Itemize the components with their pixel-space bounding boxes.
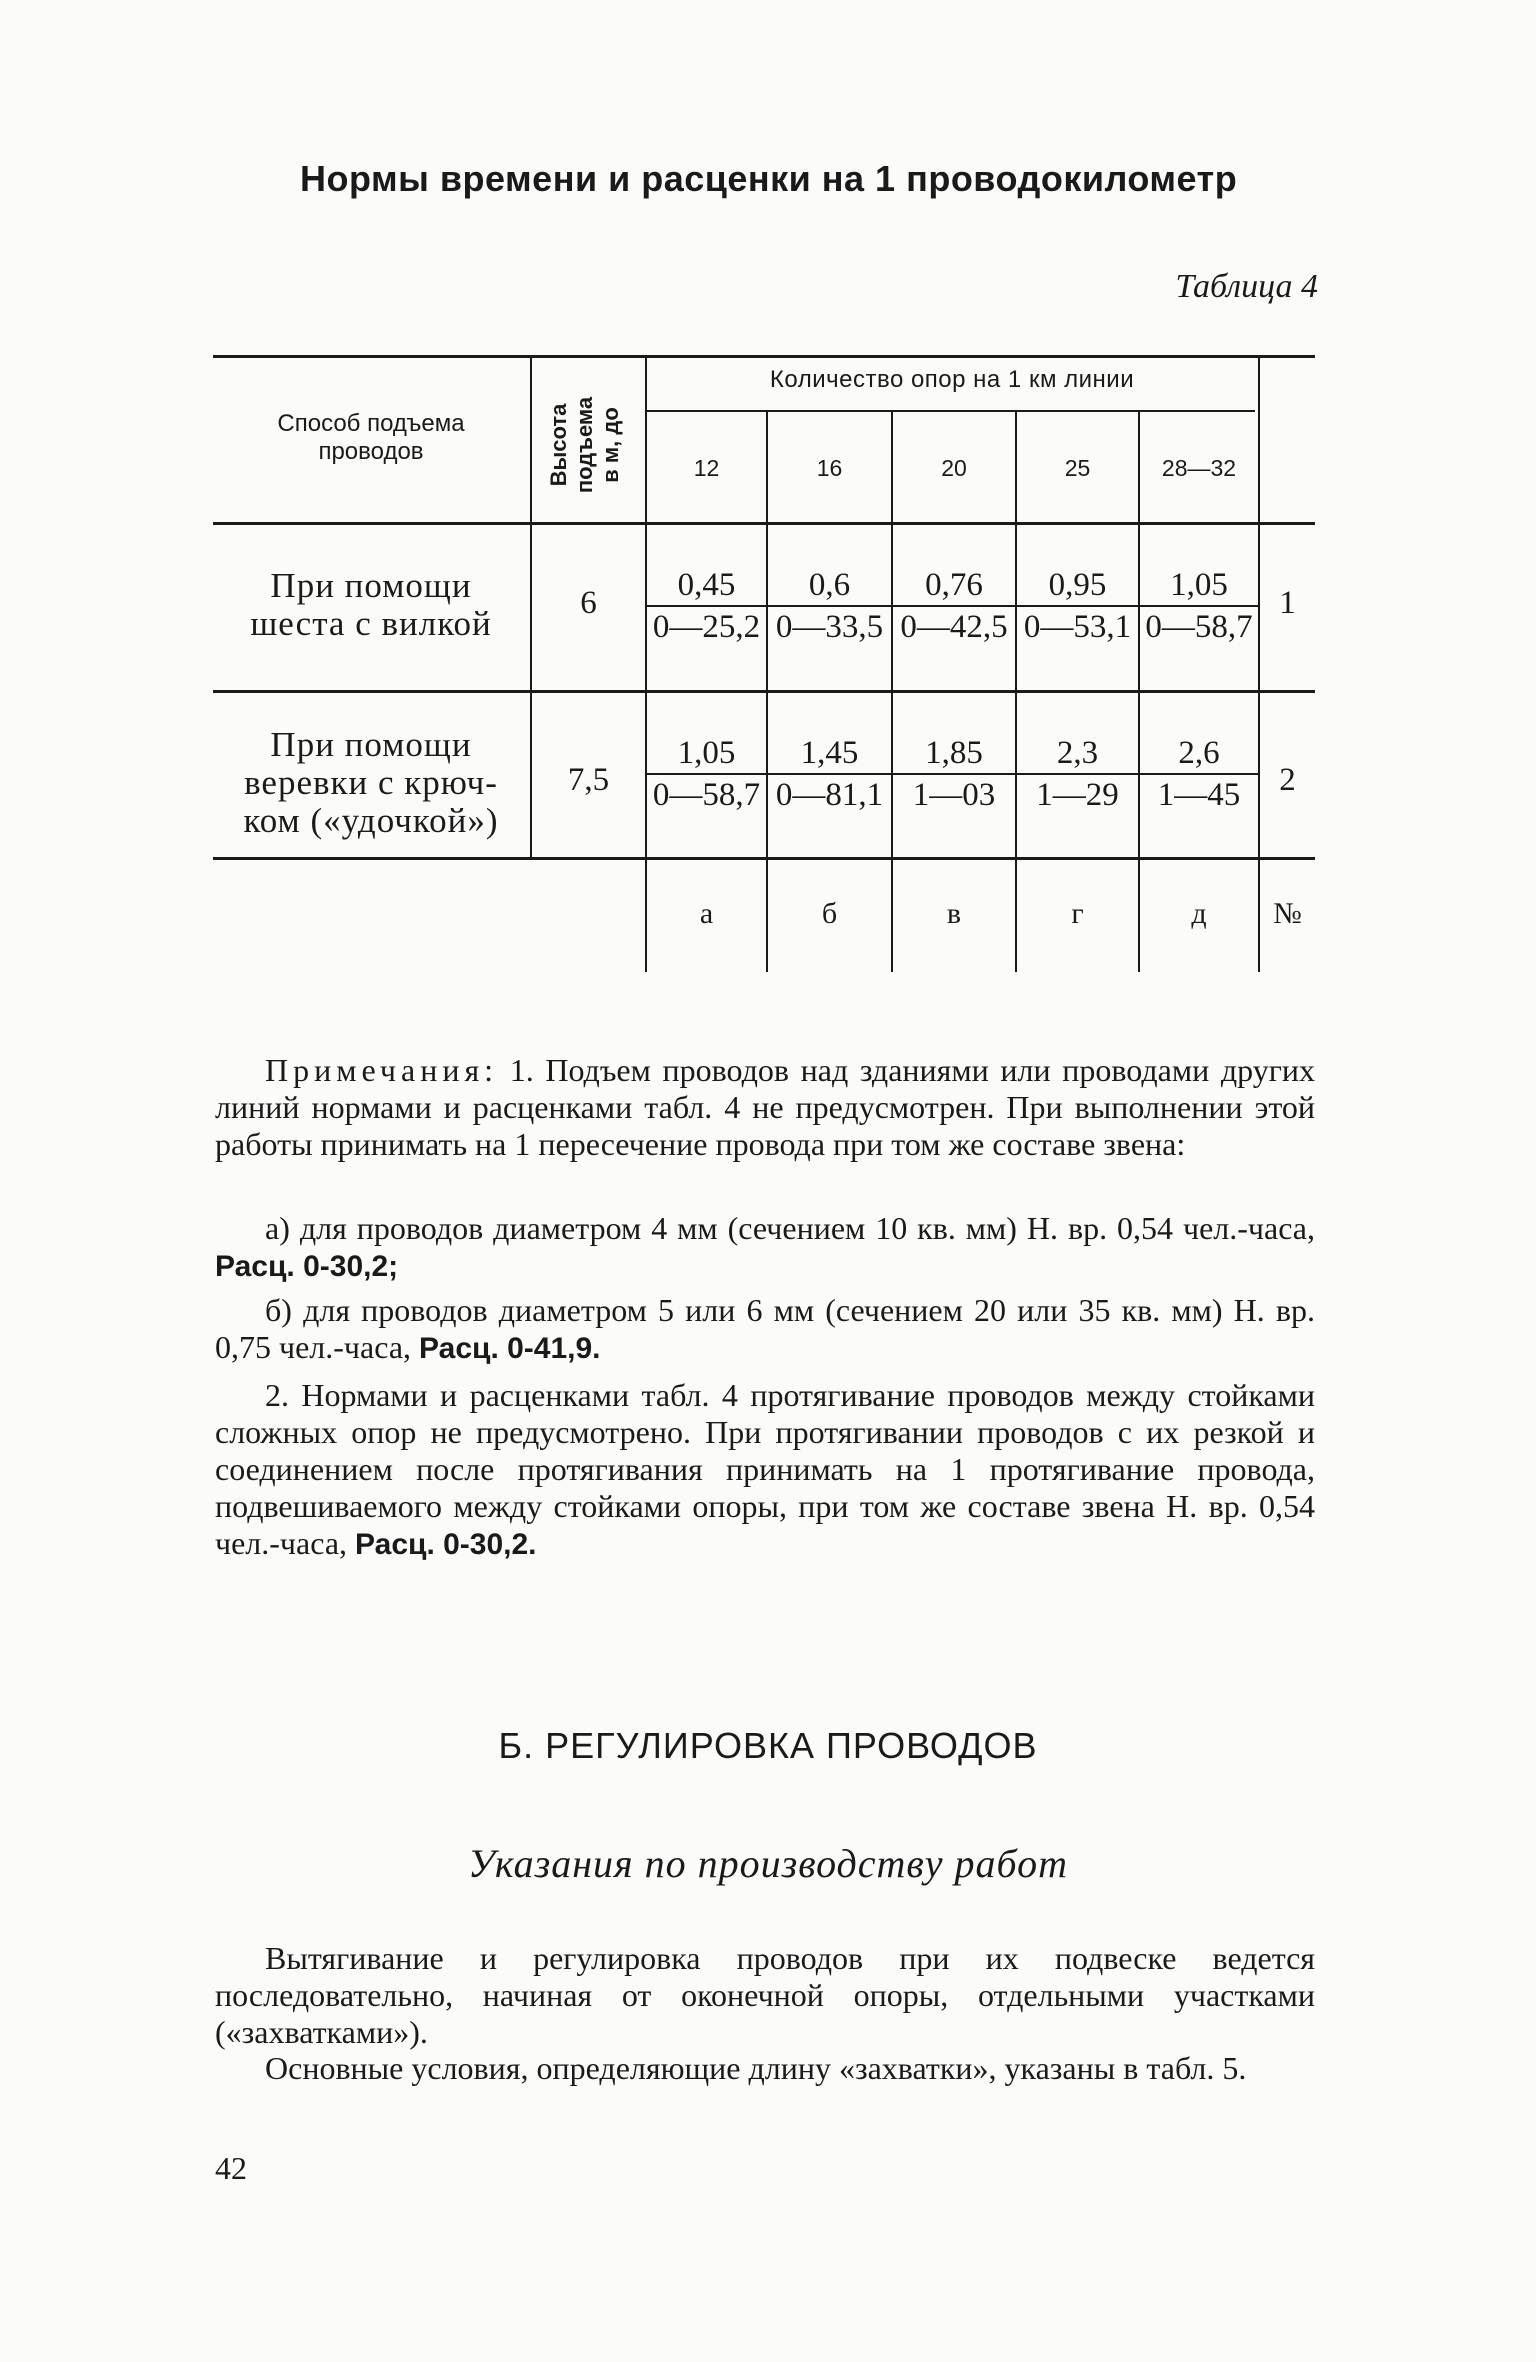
- col-letter-e: д: [1191, 897, 1207, 930]
- note-1-text: 1. Подъем проводов над зданиями или проводами других линий нормами и расценками табл. 4 не предусмотрен. При выполнении этой работы принимать на 1 пересечение провода при том же составе звена:: [215, 1052, 1315, 1162]
- row1-cell-a-norm: 0,45: [677, 567, 736, 603]
- row2-cell-c-rate: 1—03: [893, 773, 1015, 815]
- row2-number: 2: [1279, 762, 1296, 798]
- header-bottom-rule: [213, 522, 1315, 525]
- row2-cell-e-norm: 2,6: [1178, 735, 1220, 771]
- row2-cell-b-norm: 1,45: [800, 735, 859, 771]
- page-number: 42: [215, 2150, 247, 2186]
- row2-cell-c: [893, 733, 1015, 815]
- col-b-divider: [891, 412, 893, 972]
- note-1b: [215, 1292, 1315, 1367]
- col-height-divider: [645, 357, 647, 972]
- col-letter-d: г: [1071, 897, 1084, 930]
- note-2-rate: Расц. 0-30,2.: [355, 1528, 537, 1561]
- row2-cell-c-norm: 1,85: [925, 735, 983, 771]
- note-1b-text: б) для проводов диаметром 5 или 6 мм (сечением 20 или 35 кв. мм) Н. вр. 0,75 чел.-часа,: [215, 1292, 1315, 1365]
- col-number-label: №: [1273, 897, 1302, 930]
- row1-cell-e-norm: 1,05: [1170, 567, 1228, 603]
- note-1a-rate: Расц. 0-30,2;: [215, 1250, 399, 1283]
- row1-cell-d-rate: 0—53,1: [1017, 605, 1138, 647]
- row1-height: 6: [580, 585, 597, 621]
- row1-cell-c: [893, 565, 1015, 647]
- header-method-line1: Способ подъема: [277, 410, 465, 437]
- row2-cell-a: [647, 733, 766, 815]
- row2-method: [215, 726, 527, 840]
- col-letter-c: в: [946, 897, 962, 930]
- row2-cell-d-rate: 1—29: [1017, 773, 1138, 815]
- note-2: [215, 1377, 1315, 1563]
- note-1: [215, 1052, 1315, 1163]
- header-height: [535, 370, 635, 520]
- row1-cell-a-rate: 0—25,2: [647, 605, 766, 647]
- row2-method-line1: При помощи: [270, 725, 472, 764]
- row2-height: 7,5: [567, 762, 610, 798]
- row1-bottom-rule: [213, 690, 1315, 693]
- row2-method-line3: ком («удочкой»): [243, 801, 499, 840]
- section-subtitle: Указания по производству работ: [467, 1841, 1069, 1886]
- count-subheader-rule: [645, 410, 1255, 412]
- header-height-line2: подъема: [571, 396, 597, 494]
- row1-cell-c-rate: 0—42,5: [893, 605, 1015, 647]
- row2-cell-b-rate: 0—81,1: [768, 773, 891, 815]
- header-count-20: 20: [941, 455, 967, 481]
- table-top-rule: [213, 355, 1315, 358]
- header-count-12: 12: [693, 455, 720, 481]
- row1-cell-e: [1140, 565, 1258, 647]
- col-c-divider: [1015, 412, 1017, 972]
- note-1a-text: а) для проводов диаметром 4 мм (сечением 10 кв. мм) Н. вр. 0,54 чел.-часа,: [265, 1210, 1315, 1246]
- header-method-line2: проводов: [318, 438, 424, 465]
- row1-method-line1: При помощи: [270, 566, 472, 605]
- row1-cell-e-rate: 0—58,7: [1140, 605, 1258, 647]
- header-count-25: 25: [1064, 455, 1091, 481]
- row1-method-line2: шеста с вилкой: [250, 604, 492, 643]
- header-count-16: 16: [816, 455, 843, 481]
- note-1b-rate: Расц. 0-41,9.: [419, 1332, 601, 1365]
- row1-cell-b: [768, 565, 891, 647]
- header-height-line1: Высота: [545, 403, 571, 487]
- header-count-28-32: 28—32: [1161, 455, 1237, 481]
- row1-cell-d-norm: 0,95: [1048, 567, 1107, 603]
- row2-cell-a-norm: 1,05: [677, 735, 736, 771]
- body-paragraph-2: Основные условия, определяющие длину «захватки», указаны в табл. 5.: [265, 2050, 1247, 2086]
- row1-cell-b-norm: 0,6: [808, 567, 851, 603]
- table-label: Таблица 4: [1175, 268, 1318, 305]
- row2-cell-d: [1017, 733, 1138, 815]
- row2-bottom-rule: [213, 857, 1315, 860]
- row1-cell-c-norm: 0,76: [925, 567, 983, 603]
- col-letter-a: а: [699, 897, 714, 930]
- header-count: Количество опор на 1 км линии: [769, 366, 1135, 393]
- row1-cell-d: [1017, 565, 1138, 647]
- page-heading: Нормы времени и расценки на 1 проводокилометр: [300, 158, 1238, 199]
- row2-method-line2: веревки с крюч-: [244, 763, 498, 802]
- col-a-divider: [766, 412, 768, 972]
- row1-method: [215, 567, 527, 643]
- row2-cell-b: [768, 733, 891, 815]
- row2-cell-e: [1140, 733, 1258, 815]
- col-no-divider: [1258, 357, 1260, 972]
- row2-cell-e-rate: 1—45: [1140, 773, 1258, 815]
- header-height-line3: в м, до: [597, 407, 623, 483]
- notes-label: Примечания:: [265, 1052, 499, 1088]
- row1-cell-b-rate: 0—33,5: [768, 605, 891, 647]
- body-paragraph-1: Вытягивание и регулировка проводов при их подвеске ведется последовательно, начиная от оконечной опоры, отдельными участками («захватками»).: [215, 1940, 1315, 2050]
- note-1a: [215, 1210, 1315, 1285]
- row1-cell-a: [647, 565, 766, 647]
- row1-number: 1: [1279, 585, 1296, 621]
- header-method: [215, 410, 527, 466]
- col-letter-b: б: [821, 897, 838, 930]
- col-d-divider: [1138, 412, 1140, 972]
- note-2-text: 2. Нормами и расценками табл. 4 протягивание проводов между стойками сложных опор не предусмотрено. При протягивании проводов с их резкой и соединением после протягивания принимать на 1 протягивание провода, подвешиваемого между стойками опоры, при том же составе звена Н. вр. 0,54 чел.-часа,: [215, 1377, 1315, 1561]
- row2-cell-d-norm: 2,3: [1056, 735, 1099, 771]
- row2-cell-a-rate: 0—58,7: [647, 773, 766, 815]
- section-title: Б. РЕГУЛИРОВКА ПРОВОДОВ: [498, 1725, 1038, 1766]
